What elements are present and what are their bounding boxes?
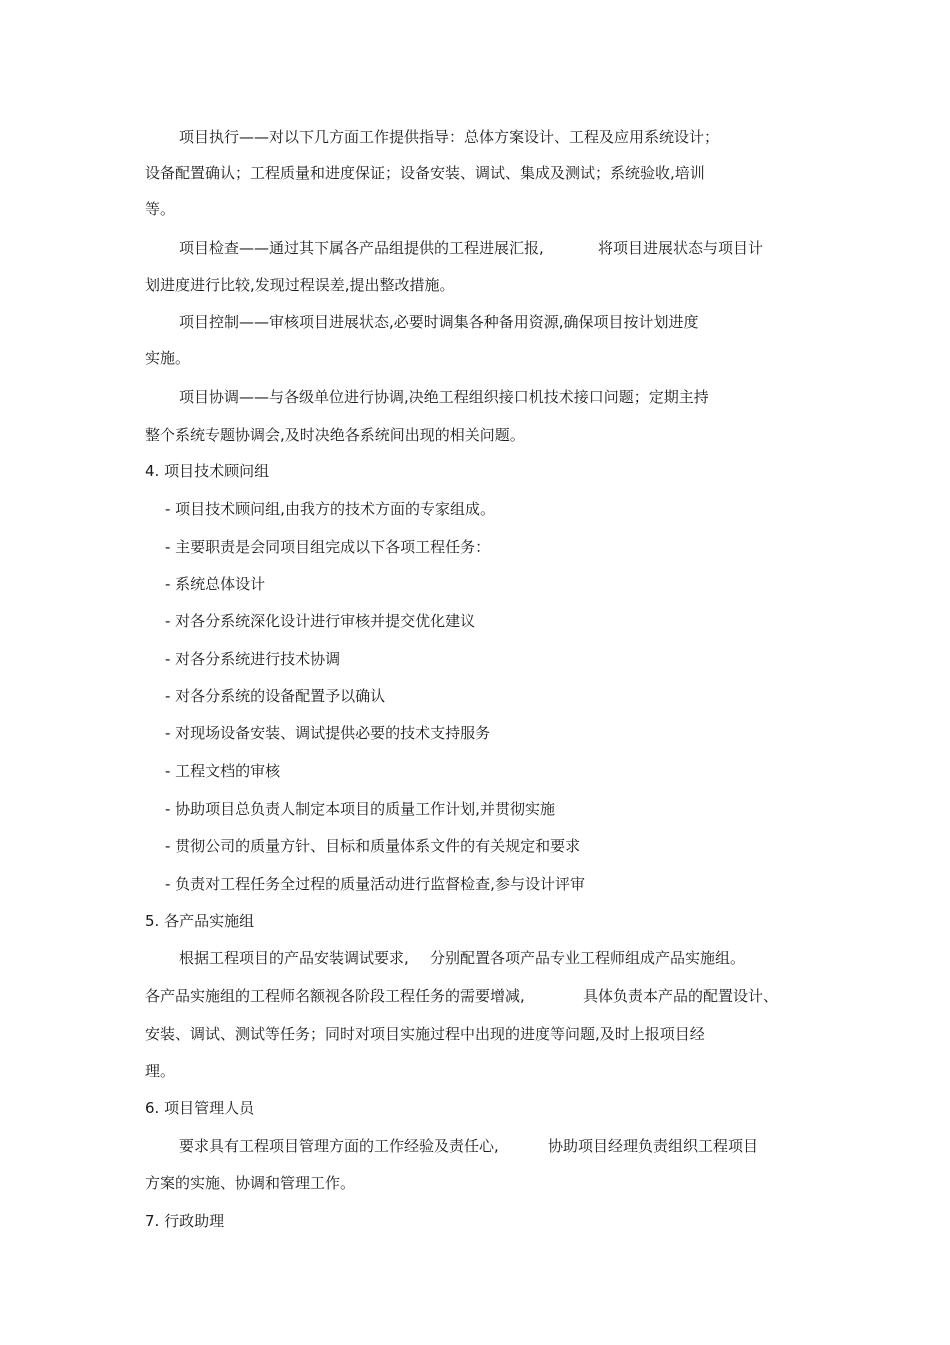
paragraph-line: 项目协调——与各级单位进行协调,决绝工程组织接口机技术接口问题；定期主持 (179, 388, 709, 406)
list-item: - 对现场设备安装、调试提供必要的技术支持服务 (165, 724, 491, 742)
section-heading: 6. 项目管理人员 (145, 1099, 255, 1117)
list-item: - 负责对工程任务全过程的质量活动进行监督检查,参与设计评审 (165, 875, 585, 893)
section-heading: 7. 行政助理 (145, 1212, 225, 1230)
paragraph-line: 项目检查——通过其下属各产品组提供的工程进展汇报, (179, 239, 544, 257)
paragraph-line: 分别配置各项产品专业工程师组成产品实施组。 (430, 949, 746, 967)
section-heading: 4. 项目技术顾问组 (145, 462, 270, 480)
paragraph-line: 具体负责本产品的配置设计、 (583, 987, 779, 1005)
list-item: - 项目技术顾问组,由我方的技术方面的专家组成。 (165, 500, 495, 518)
paragraph-line: 方案的实施、协调和管理工作。 (145, 1174, 356, 1192)
list-item: - 系统总体设计 (165, 575, 266, 593)
paragraph-line: 协助项目经理负责组织工程项目 (548, 1137, 759, 1155)
list-item: - 对各分系统进行技术协调 (165, 650, 341, 668)
list-item: - 对各分系统的设备配置予以确认 (165, 687, 386, 705)
paragraph-line: 实施。 (145, 349, 191, 367)
paragraph-line: 根据工程项目的产品安装调试要求, (179, 949, 409, 967)
list-item: - 协助项目总负责人制定本项目的质量工作计划,并贯彻实施 (165, 800, 555, 818)
list-item: - 贯彻公司的质量方针、目标和质量体系文件的有关规定和要求 (165, 837, 581, 855)
paragraph-line: 各产品实施组的工程师名额视各阶段工程任务的需要增减, (145, 987, 525, 1005)
list-item: - 主要职责是会同项目组完成以下各项工程任务： (165, 538, 491, 556)
list-item: - 工程文档的审核 (165, 762, 281, 780)
paragraph-line: 设备配置确认；工程质量和进度保证；设备安装、调试、集成及测试；系统验收,培训 (145, 164, 705, 182)
paragraph-line: 安装、调试、测试等任务；同时对项目实施过程中出现的进度等问题,及时上报项目经 (145, 1025, 705, 1043)
paragraph-line: 等。 (145, 200, 176, 218)
paragraph-line: 要求具有工程项目管理方面的工作经验及责任心, (179, 1137, 499, 1155)
section-heading: 5. 各产品实施组 (145, 912, 255, 930)
paragraph-line: 将项目进展状态与项目计 (598, 239, 764, 257)
paragraph-line: 项目执行——对以下几方面工作提供指导：总体方案设计、工程及应用系统设计； (179, 128, 720, 146)
paragraph-line: 理。 (145, 1062, 176, 1080)
paragraph-line: 整个系统专题协调会,及时决绝各系统间出现的相关问题。 (145, 426, 525, 444)
paragraph-line: 项目控制——审核项目进展状态,必要时调集各种备用资源,确保项目按计划进度 (179, 313, 699, 331)
paragraph-line: 划进度进行比较,发现过程误差,提出整改措施。 (145, 276, 455, 294)
list-item: - 对各分系统深化设计进行审核并提交优化建议 (165, 612, 476, 630)
